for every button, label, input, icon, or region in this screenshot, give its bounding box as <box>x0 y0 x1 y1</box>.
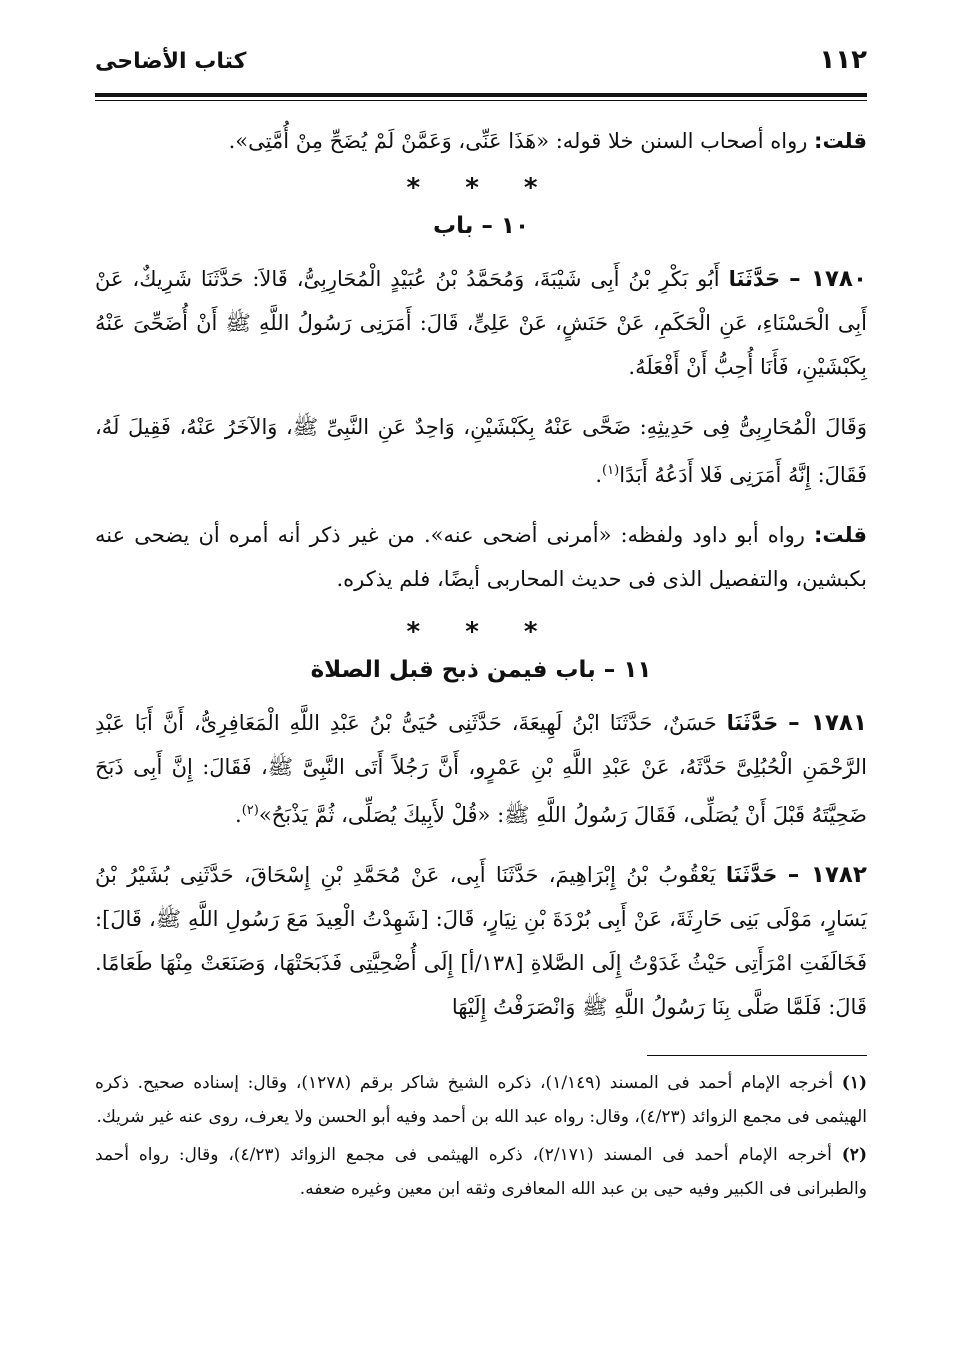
note-text: رواه أبو داود ولفظه: «أمرنى أضحى عنه». من غير ذكر أنه أمره أن يضحى عنه بكبشين، والتفصيل الذى فى حديث المحاربى أيضًا، فلم يذكره. <box>95 523 867 591</box>
note-text: رواه أصحاب السنن خلا قوله: «هَذَا عَنِّى، وَعَمَّنْ لَمْ يُضَحِّ مِنْ أُمَّتِى». <box>228 129 808 153</box>
hadith-lead: حَدَّثَنَا <box>728 267 781 291</box>
hadith-number: ١٧٨١ – <box>788 710 867 736</box>
hadith-text: يَعْقُوبُ بْنُ إِبْرَاهِيمَ، حَدَّثَنَا أَبِى، عَنْ مُحَمَّدِ بْنِ إِسْحَاقَ، حَدَّثَنِى بُشَيْرُ بْنُ يَسَارٍ، مَوْلَى بَنِى حَارِثَةَ، عَنْ أَبِى بُرْدَةَ بْنِ نِيَارٍ، قَالَ: [شَهِدْتُ الْعِيدَ مَعَ رَسُولِ اللَّهِ ﷺ، قَالَ]: فَخَالَفَتِ امْرَأَتِى حَيْثُ غَدَوْتُ إِلَى الصَّلاةِ [١٣٨/أ] إِلَى أُضْحِيَّتِى فَذَبَحَتْهَا، وَصَنَعَتْ مِنْهَا طَعَامًا. قَالَ: فَلَمَّا صَلَّى بِنَا رَسُولُ اللَّهِ ﷺ وَانْصَرَفْتُ إِلَيْهَا <box>95 863 867 1019</box>
footnote-2 <box>95 1138 867 1206</box>
separator-stars: * * * <box>406 617 556 647</box>
footnote-marker: (٢) <box>841 1145 867 1165</box>
hadith-lead: حَدَّثَنَا <box>726 711 779 735</box>
hadith-text: حَسَنٌ، حَدَّثَنَا ابْنُ لَهِيعَةَ، حَدَّثَنِى حُيَىُّ بْنُ عَبْدِ اللَّهِ الْمَعَافِرِىُّ، أَنَّ أَبَا عَبْدِ الرَّحْمَنِ الْحُبُلِىَّ حَدَّثَهُ، عَنْ عَبْدِ اللَّهِ بْنِ عَمْرٍو، أَنَّ رَجُلاً أَتَى النَّبِىَّ ﷺ، فَقَالَ: إِنَّ أَبِى ذَبَحَ ضَحِيَّتَهُ قَبْلَ أَنْ يُصَلِّى، فَقَالَ رَسُولُ اللَّهِ ﷺ: «قُلْ لأَبِيكَ يُصَلِّى، ثُمَّ يَذْبَحُ» <box>95 711 867 827</box>
book-title: كتاب الأضاحى <box>95 49 247 74</box>
footnote-separator <box>647 1055 867 1056</box>
footnote-marker: (١) <box>841 1073 868 1093</box>
hadith-1781: ١٧٨١ – حَدَّثَنَا حَسَنٌ، حَدَّثَنَا ابْنُ لَهِيعَةَ، حَدَّثَنِى حُيَىُّ بْنُ عَبْدِ اللَّهِ الْمَعَافِرِىُّ، أَنَّ أَبَا عَبْدِ الرَّحْمَنِ الْحُبُلِىَّ حَدَّثَهُ، عَنْ عَبْدِ اللَّهِ بْنِ عَمْرٍو، أَنَّ رَجُلاً أَتَى النَّبِىَّ ﷺ، فَقَالَ: إِنَّ أَبِى ذَبَحَ ضَحِيَّتَهُ قَبْلَ أَنْ يُصَلِّى، فَقَالَ رَسُولُ اللَّهِ ﷺ: «قُلْ لأَبِيكَ يُصَلِّى، ثُمَّ يَذْبَحُ»$^{(٢)}$. <box>95 710 867 827</box>
separator-stars: * * * <box>406 173 556 203</box>
hadith-continuation-text: وَقَالَ الْمُحَارِبِىُّ فِى حَدِيثِهِ: ضَحَّى عَنْهُ بِكَبْشَيْنِ، وَاحِدٌ عَنِ النَّبِىِّ ﷺ، وَالآخَرُ عَنْهُ، فَقِيلَ لَهُ، فَقَالَ: إِنَّهُ أَمَرَنِى فَلا أَدَعُهُ أَبَدًا <box>95 415 867 487</box>
footnote-text: أخرجه الإمام أحمد فى المسند (٢/١٧١)، ذكره الهيثمى فى مجمع الزوائد (٤/٢٣)، وقال: رواه أحمد والطبرانى فى الكبير وفيه حيى بن عبد الله المعافرى وثقه ابن معين وغيره ضعفه. <box>95 1145 867 1199</box>
book-page <box>95 45 867 1210</box>
hadith-1782 <box>95 853 867 1029</box>
page-header <box>95 45 867 89</box>
note-1780 <box>95 513 867 601</box>
footnote-1 <box>95 1066 867 1134</box>
footnote-ref-1[interactable]: (١) <box>602 463 620 478</box>
header-rule-thin <box>95 100 867 101</box>
footnote-text: أخرجه الإمام أحمد فى المسند (١/١٤٩)، ذكره الشيخ شاكر برقم (١٢٧٨)، وقال: إسناده صحيح. ذكره الهيثمى فى مجمع الزوائد (٤/٢٣)، وقال: رواه عبد الله بن أحمد وفيه أبو الحسن ولا يعرف، روى عنه غير شريك. <box>95 1073 867 1127</box>
hadith-lead: حَدَّثَنَا <box>725 863 778 887</box>
note-label: قلت: <box>814 523 867 547</box>
hadith-text: أَبُو بَكْرِ بْنُ أَبِى شَيْبَةَ، وَمُحَمَّدُ بْنُ عُبَيْدٍ الْمُحَارِبِىُّ، قَالاَ: حَدَّثَنَا شَرِيكٌ، عَنْ أَبِى الْحَسْنَاءِ، عَنِ الْحَكَمِ، عَنْ حَنَشٍ، عَنْ عَلِىٍّ، قَالَ: أَمَرَنِى رَسُولُ اللَّهِ ﷺ أَنْ أُضَحِّىَ عَنْهُ بِكَبْشَيْنِ، فَأَنَا أُحِبُّ أَنْ أَفْعَلَهُ. <box>95 267 867 379</box>
page-number: ١١٢ <box>819 45 867 75</box>
hadith-number: ١٧٨٠ – <box>789 266 867 292</box>
chapter-11-title: ١١ – باب فيمن ذبح قبل الصلاة <box>310 657 652 683</box>
hadith-number: ١٧٨٢ – <box>787 862 867 888</box>
footnote-ref-2[interactable]: (٢) <box>241 803 259 818</box>
intro-note <box>95 119 867 163</box>
chapter-10-title: ١٠ – باب <box>433 213 529 239</box>
note-label: قلت: <box>814 129 867 153</box>
hadith-1780 <box>95 257 867 389</box>
header-rule-thick <box>95 93 867 97</box>
hadith-1780-continuation: وَقَالَ الْمُحَارِبِىُّ فِى حَدِيثِهِ: ضَحَّى عَنْهُ بِكَبْشَيْنِ، وَاحِدٌ عَنِ النَّبِىِّ ﷺ، وَالآخَرُ عَنْهُ، فَقِيلَ لَهُ، فَقَالَ: إِنَّهُ أَمَرَنِى فَلا أَدَعُهُ أَبَدًا$^{(١)}$. <box>95 415 867 487</box>
